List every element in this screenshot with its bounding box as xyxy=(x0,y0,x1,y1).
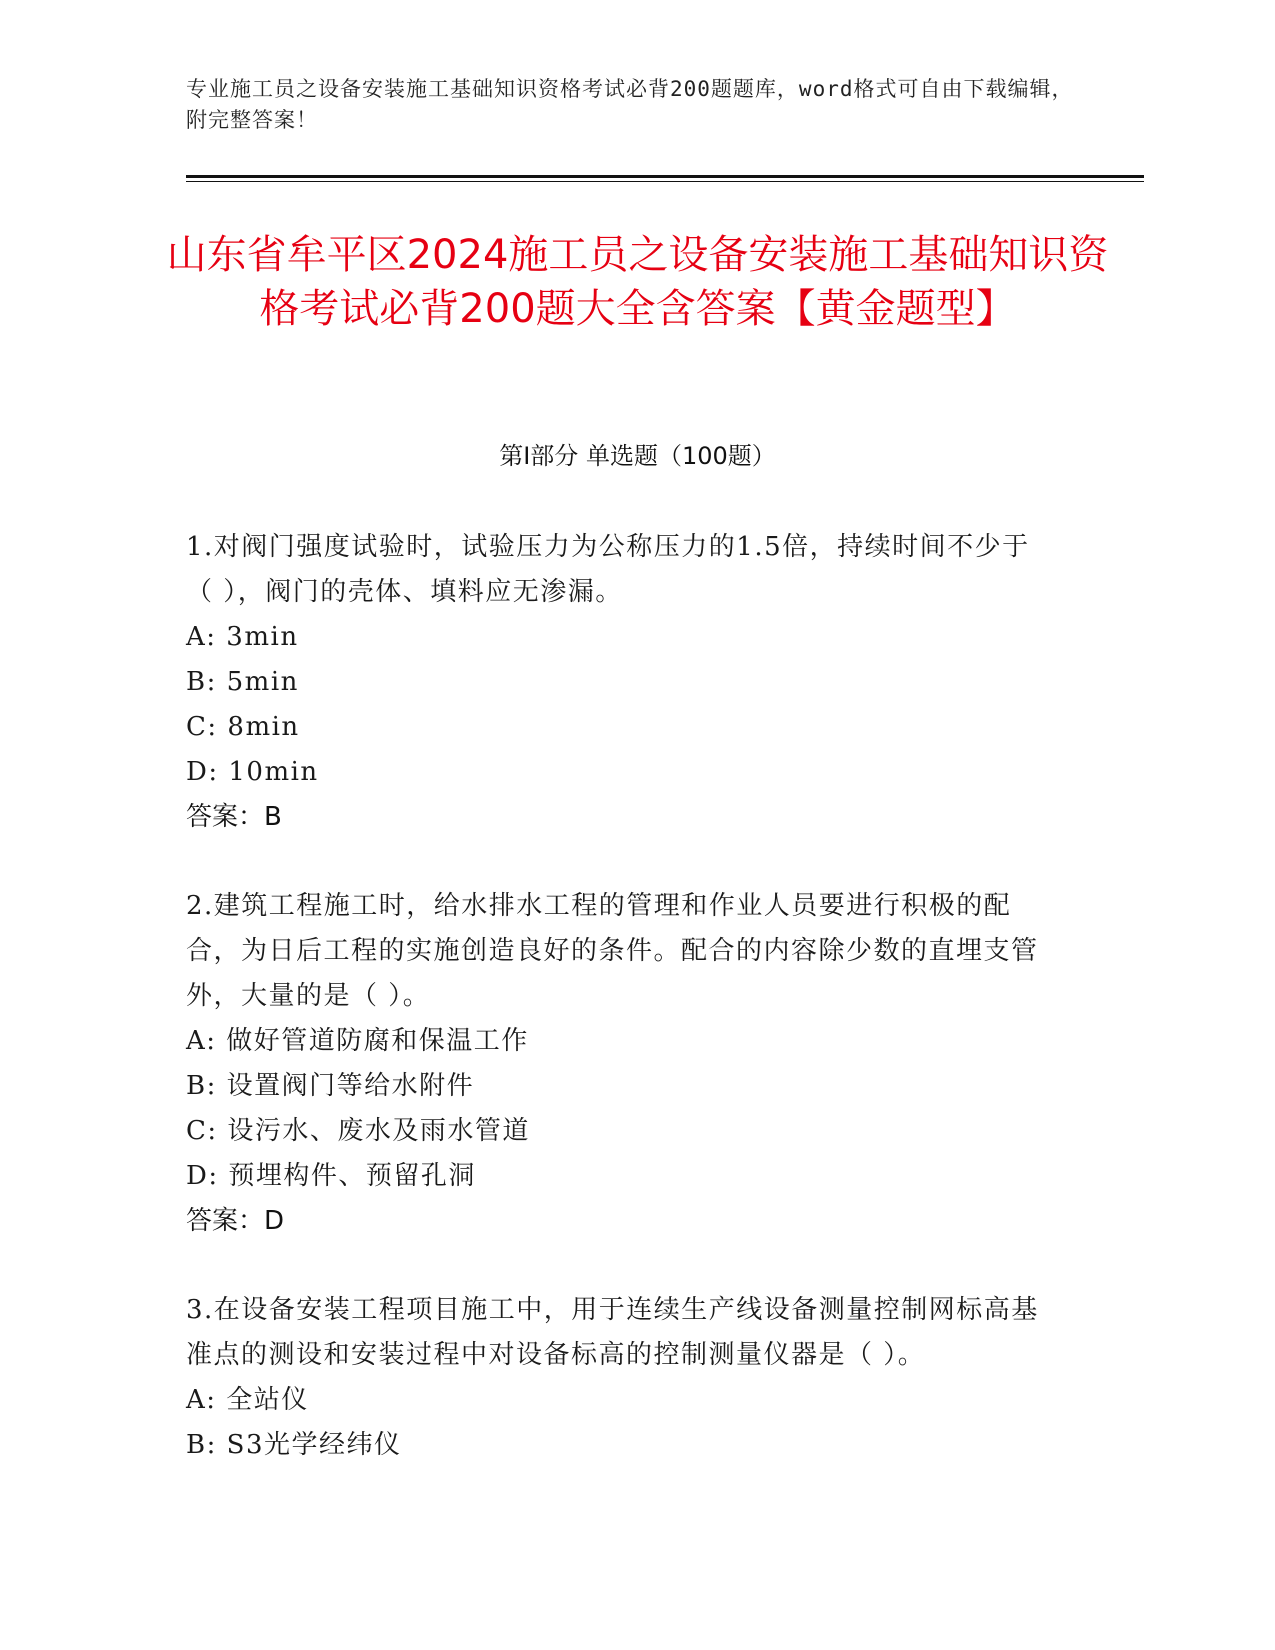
section-title: 第Ⅰ部分 单选题（100题） xyxy=(499,442,776,470)
option-a: A: 3min xyxy=(186,622,299,652)
document-title: 山东省牟平区2024施工员之设备安装施工基础知识资格考试必背200题大全含答案【黄金题型】 xyxy=(166,232,1109,332)
question-item xyxy=(186,525,1056,840)
header-divider-thick xyxy=(186,175,1144,178)
option-c: C: 设污水、废水及雨水管道 xyxy=(186,1116,530,1146)
option-a: A: 做好管道防腐和保温工作 xyxy=(186,1026,529,1056)
option-d: D: 预埋构件、预留孔洞 xyxy=(186,1161,476,1191)
question-item xyxy=(186,1288,1056,1468)
option-b: B: 设置阀门等给水附件 xyxy=(186,1071,475,1101)
question-answer: 答案：D xyxy=(186,1206,285,1236)
option-b: B: 5min xyxy=(186,667,299,697)
header-note: 专业施工员之设备安装施工基础知识资格考试必背200题题库，word格式可自由下载编辑，附完整答案！ xyxy=(186,77,1074,132)
option-b: B: S3光学经纬仪 xyxy=(186,1430,402,1460)
question-item xyxy=(186,884,1056,1244)
option-d: D: 10min xyxy=(186,757,319,787)
option-c: C: 8min xyxy=(186,712,300,742)
option-a: A: 全站仪 xyxy=(186,1385,309,1415)
question-stem: 1.对阀门强度试验时，试验压力为公称压力的1.5倍，持续时间不少于（ ），阀门的壳体、填料应无渗漏。 xyxy=(186,532,1030,607)
question-answer: 答案：B xyxy=(186,802,282,832)
header-divider-thin xyxy=(186,181,1144,182)
question-stem: 2.建筑工程施工时，给水排水工程的管理和作业人员要进行积极的配合，为日后工程的实施创造良好的条件。配合的内容除少数的直埋支管外，大量的是（ ）。 xyxy=(186,891,1039,1011)
question-stem: 3.在设备安装工程项目施工中，用于连续生产线设备测量控制网标高基准点的测设和安装过程中对设备标高的控制测量仪器是（ ）。 xyxy=(186,1295,1039,1370)
question-list xyxy=(186,525,1056,1512)
